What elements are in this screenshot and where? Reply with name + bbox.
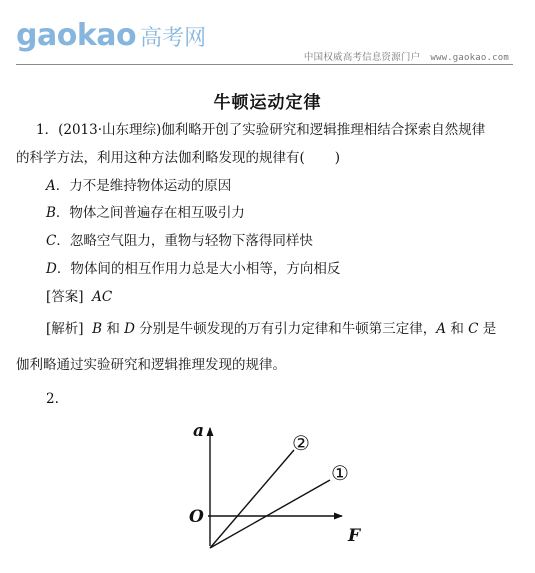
x-axis-label: F	[348, 526, 361, 546]
explanation-line-2: 伽利略通过实验研究和逻辑推理发现的规律。	[16, 357, 286, 373]
question-1-line-1: 1．(2013·山东理综)伽利略开创了实验研究和逻辑推理相结合探索自然规律	[36, 122, 486, 138]
explanation-connector: 和	[446, 321, 469, 337]
option-ref-a: A	[436, 321, 447, 337]
option-text: ．物体之间普遍存在相互吸引力	[55, 205, 245, 221]
line-2-label: ②	[292, 431, 310, 455]
tagline-text: 中国权威高考信息资源门户	[303, 52, 421, 63]
option-b	[46, 204, 245, 222]
option-a	[46, 177, 231, 195]
option-letter: B	[46, 205, 56, 221]
question-1-line-2	[16, 149, 340, 167]
a-f-graph	[180, 410, 380, 570]
page-header	[0, 0, 535, 70]
answer-value: AC	[92, 289, 113, 305]
y-axis-label: a	[193, 421, 205, 441]
option-ref-d: D	[124, 321, 135, 337]
option-letter: C	[46, 233, 57, 249]
answer-line	[46, 288, 112, 306]
line-1-label: ①	[331, 461, 349, 485]
option-text: ．物体间的相互作用力总是大小相等，方向相反	[56, 261, 341, 277]
a-f-graph-svg	[180, 410, 380, 570]
option-text: ．忽略空气阻力，重物与轻物下落得同样快	[56, 233, 313, 249]
header-divider	[16, 64, 513, 65]
page-title: 牛顿运动定律	[213, 93, 322, 113]
option-ref-b: B	[92, 321, 103, 337]
explanation-line-1	[46, 320, 496, 338]
question-2-number: 2.	[46, 391, 59, 407]
option-text: ．力不是维持物体运动的原因	[55, 178, 232, 194]
closing-bracket: )	[334, 150, 341, 166]
explanation-text: 分别是牛顿发现的万有引力定律和牛顿第三定律，	[134, 321, 437, 337]
origin-label: O	[189, 507, 204, 527]
explanation-label: [解析]	[46, 321, 84, 337]
line-2	[210, 450, 294, 548]
explanation-connector: 和	[102, 321, 125, 337]
explanation-text-end: 是	[478, 321, 497, 337]
header-tagline	[304, 49, 509, 63]
option-d	[46, 260, 340, 278]
site-logo	[16, 18, 206, 53]
logo-latin-text: gaokao	[16, 18, 137, 53]
site-url: www.gaokao.com	[430, 53, 509, 63]
option-letter: A	[46, 178, 56, 194]
answer-label: [答案]	[46, 289, 84, 305]
logo-cjk-text: 高考网	[140, 26, 207, 51]
line-1	[210, 480, 330, 548]
option-c	[46, 232, 313, 250]
question-1-stem-end: 的科学方法，利用这种方法伽利略发现的规律有(	[16, 150, 305, 166]
option-ref-c: C	[468, 321, 479, 337]
option-letter: D	[46, 261, 57, 277]
